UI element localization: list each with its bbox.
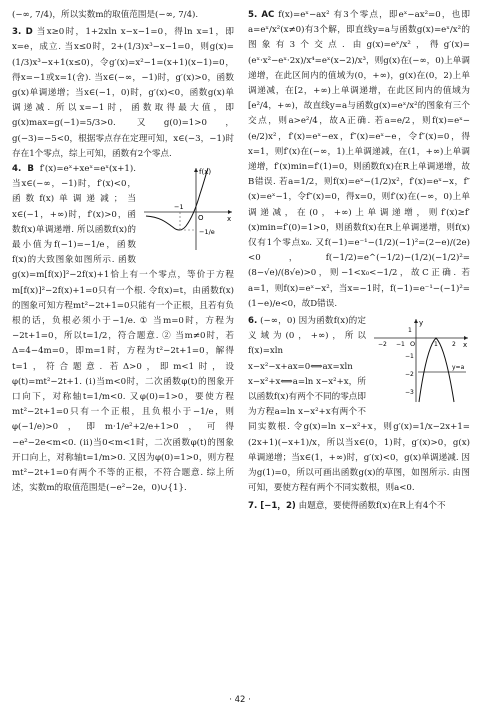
question-4-graph [142,164,234,252]
right-column [248,8,470,514]
x-axis-label: x [463,341,468,350]
x-axis-label: x [227,215,232,224]
origin-label: O [198,214,204,223]
question-3-number: 3. D [12,27,33,38]
y-axis-label: f(x) [199,168,212,177]
question-4-text: f′(x)=eˣ+xeˣ=eˣ(x+1). 当x∈(−∞，−1)时，f′(x)<0，函数f(x)单调递减；当x∈(−1，+∞)时，f′(x)>0，函数f(x)单调递增. 所以函数f(x)的最小值为f(−1)=−1/e，函数f(x)的大致图象如图所示. 函数g(x)=m[f(x)]²−2f(x)+1恰上有一个零点，等价于方程m[f(x)]²−2f(x)+1=0只有一个根. 令f(x)=t，由函数f(x)的图象可知方程mt²−2t+1=0只能有一个正根，且若有负根的话，负根必须小于−1/e. ① 当m=0时，方程为−2t+1=0，所以t=1/2，符合题意. ② 当m≠0时，若Δ=4−4m=0，即m=1时，方程为t²−2t+1=0，解得t=1，符合题意. 若Δ>0，即m<1时，设φ(t)=mt²−2t+1. (ⅰ)当m<0时，二次函数φ(t)的图象开口向下，对称轴t=1/m<0. 又φ(0)=1>0，要使方程mt²−2t+1=0只有一个正根，且负根小于−1/e，则φ(−1/e)>0，即m·1/e²+2/e+1>0，可得−e²−2e<m<0. (ⅱ)当0<m<1时，二次函数φ(t)的图象开口向上，对称轴t=1/m>0. 又因为φ(0)=1>0，则方程mt²−2t+1=0有两个不等的正根，不符合题意. 综上所述，实数m的取值范围是(−e²−2e，0)∪{1}. [12,164,234,494]
x-axis-arrow-icon [464,336,468,340]
y-axis-arrow-icon [194,168,198,172]
x-tick-neg2: −2 [378,341,387,349]
question-5-text: f(x)=eˣ−ax² 有3个零点，即eˣ−ax²=0，也即a=eˣ/x²(x≠0)有3个解，即直线y=a与函数g(x)=eˣ/x²的图象有3个交点. 由g(x)=eˣ/x²，得g′(x)=(eˣ·x²−eˣ·2x)/x⁴=eˣ(x−2)/x³，则g(x)在(−∞，0)上单调递增，在此区间内的值域为(0，+∞)，g(x)在(0，2)上单调递减，在[2，+∞)上单调递增，在此区间内的值域为[e²/4，+∞)，故直线y=a与函数g(x)=eˣ/x²的图象有三个交点，则a>e²/4，故A正确. 若a=e/2，则f(x)=eˣ−(e/2)x²，f′(x)=eˣ−ex，f″(x)=eˣ−e，令f″(x)=0，得x=1，则f′(x)在(−∞，1)上单调递减，在(1，+∞)上单调递增，f′(x)min=f′(1)=0，则函数f(x)在R上单调递增，故B错误. 若a=1/2，则f(x)=eˣ−(1/2)x²，f′(x)=eˣ−x，f″(x)=eˣ−1，令f″(x)=0，得x=0，则f′(x)在(−∞，0)上单调递减，在(0，+∞)上单调递增，则f′(x)≥f′(x)min=f′(0)=1>0，则函数f(x)在R上单调递增，则f(x)仅有1个零点x₀. 又f(−1)=e⁻¹−(1/2)(−1)²=(2−e)/(2e)<0，f(−1/2)=e^(−1/2)−(1/2)(−1/2)²=(8−√e)/(8√e)>0，则−1<x₀<−1/2，故C正确. 若a=1，则f(x)=eˣ−x²，当x=−1时，f(−1)=e⁻¹−(−1)²=(1−e)/e<0，故D错误. [248,10,470,309]
question-4-number: 4. B [12,164,34,175]
y-axis-label: y [419,319,424,328]
question-7 [248,499,470,514]
question-6-number: 6. [248,316,258,327]
question-5 [248,8,470,312]
question-6-text: (−∞，0) 因为函数f(x)的定义域为(0，+∞)，所以f(x)=xln x−x²−x+ax=0⟺ax=xln x−x²+x⟺a=ln x−x²+x，所以函数f(x)有两个不同的零点即为方程a=ln x−x²+x有两个不同实数根. 令g(x)=ln x−x²+x，则g′(x)=1/x−2x+1=(2x+1)(−x+1)/x，所以当x∈(0，1)时，g′(x)>0，g(x)单调递增；当x∈(1，+∞)时，g′(x)<0，g(x)单调递减. 因为g(1)=0，所以可画出函数g(x)的草图，如图所示. 由图可知，要使方程有两个不同实数根，则a<0. [248,316,470,494]
y-mark-label: −1/e [199,228,215,237]
origin-label: O [410,340,416,349]
question-7-number: 7. [−1，2) [248,500,296,511]
question-7-text: 由题意，要使得函数f(x)在R上有4个不 [298,500,446,511]
y-tick-neg3: −3 [405,389,414,397]
question-6 [248,314,470,496]
question-6-graph [372,316,470,404]
y-tick-neg1: −1 [405,353,414,361]
question-4 [12,162,234,496]
page-number: · 42 · [229,695,251,705]
question-3-text: 当x≥0时，1+2xln x−x−1=0，得ln x=1，即x=e，成立. 当x≤0时，2+(1/3)x³−x−1=0，则g(x)=(1/3)x³−x+1(x≤0)，令g′(x)=x²−1=(x+1)(x−1)=0，得x=−1或x=1(舍). 当x∈(−∞，−1)时，g′(x)>0，函数g(x)单调递增；当x∈(−1，0)时，g′(x)<0，函数g(x)单调递减. 所以x=−1时，函数取得最大值，即g(x)max=g(−1)=5/3>0. 又g(0)=1>0，g(−3)=−5<0，根据零点存在定理可知，x∈(−3，−1)时存在1个零点，综上可知，函数有2个零点. [12,27,234,159]
line-label: y=a [452,364,465,372]
question-3 [12,25,234,162]
y-axis-arrow-icon [414,319,418,323]
left-paragraph-intro: (−∞, 7/4)，所以实数m的取值范围是(−∞, 7/4). [12,10,199,20]
x-tick-1: 1 [434,341,438,349]
x-tick-neg1: −1 [396,341,405,349]
y-tick-1: 1 [408,327,412,335]
x-axis-arrow-icon [228,210,232,214]
y-tick-neg2: −2 [405,371,414,379]
x-tick-2: 2 [452,341,456,349]
question-5-number: 5. AC [248,10,275,20]
left-column [12,8,234,497]
x-mark-label: −1 [174,203,184,212]
